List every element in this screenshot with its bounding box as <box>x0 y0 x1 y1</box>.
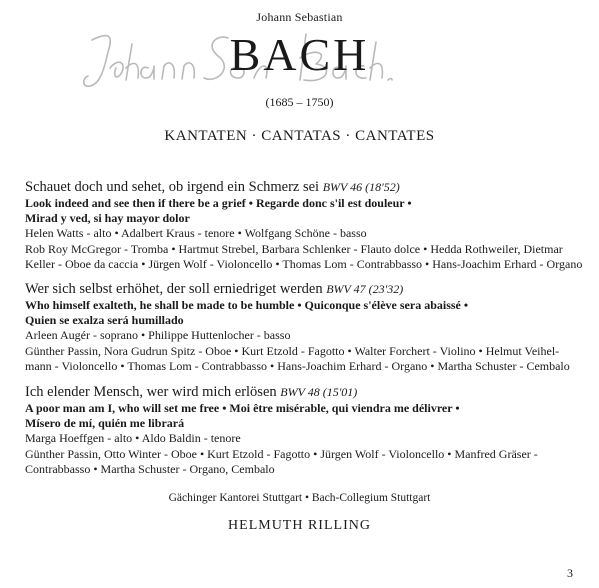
cantata-translation: Quien se exalza será humillado <box>25 313 184 327</box>
conductor-name: HELMUTH RILLING <box>228 518 371 533</box>
cantata-bwv: BWV 48 (15'01) <box>280 385 358 399</box>
cantata-title: Wer sich selbst erhöhet, der soll erniedriget werden <box>25 281 323 297</box>
cantata-performers: Arleen Augér - soprano • Philippe Huttenlocher - basso <box>25 328 291 342</box>
cantata-title-line <box>25 383 585 401</box>
cantata-title-line <box>25 178 585 196</box>
composer-surname: BACH <box>229 29 370 80</box>
cantata-performers: Keller - Oboe da caccia • Jürgen Wolf - Violoncello • Thomas Lom - Contrabbasso • Hans-Joachim Erhard - Organo <box>25 257 583 271</box>
cantata-title: Schauet doch und sehet, ob irgend ein Schmerz sei <box>25 179 320 195</box>
cantata-translation: Look indeed and see then if there be a grief • Regarde donc s'il est douleur • <box>25 196 412 210</box>
composer-first-names: Johann Sebastian <box>256 10 343 24</box>
composer-dates: (1685 – 1750) <box>265 95 334 109</box>
cantata-performers: Contrabbasso • Martha Schuster - Organo, Cembalo <box>25 462 275 476</box>
page-number: 3 <box>567 566 573 580</box>
cantata-translation: Who himself exalteth, he shall be made to be humble • Quiconque s'élève sera abaissé • <box>25 298 469 312</box>
ensemble-credits: Gächinger Kantorei Stuttgart • Bach-Collegium Stuttgart <box>168 492 431 504</box>
cantata-bwv: BWV 47 (23'32) <box>326 282 404 296</box>
cantata-performers: mann - Violoncello • Thomas Lom - Contrabbasso • Hans-Joachim Erhard - Organo • Martha Schuster - Cembalo <box>25 359 570 373</box>
cantata-performers: Günther Passin, Otto Winter - Oboe • Kurt Etzold - Fagotto • Jürgen Wolf - Violoncello • Manfred Gräser - <box>25 446 538 461</box>
cantata-bwv: BWV 46 (18'52) <box>322 180 400 194</box>
cantata-bwv47 <box>25 280 585 375</box>
cantata-bwv46 <box>25 178 585 273</box>
section-header: KANTATEN · CANTATAS · CANTATES <box>164 128 435 144</box>
cantata-title-line <box>25 280 585 298</box>
cantata-performers: Rob Roy McGregor - Tromba • Hartmut Strebel, Barbara Schlenker - Flauto dolce • Hedda Rothweiler, Dietmar <box>25 241 563 256</box>
cantata-performers: Marga Hoeffgen - alto • Aldo Baldin - tenore <box>25 431 241 445</box>
cantata-performers: Helen Watts - alto • Adalbert Kraus - tenore • Wolfgang Schöne - basso <box>25 226 367 240</box>
cantata-translation: A poor man am I, who will set me free • Moi être misérable, qui viendra me délivrer • <box>25 401 460 415</box>
cantata-performers: Günther Passin, Nora Gudrun Spitz - Oboe • Kurt Etzold - Fagotto • Walter Forchert - Violino • Helmut Veihel- <box>25 343 560 358</box>
cantata-translation: Mirad y ved, si hay mayor dolor <box>25 211 190 225</box>
cantata-translation: Mísero de mí, quién me librará <box>25 416 185 430</box>
cantata-title: Ich elender Mensch, wer wird mich erlösen <box>25 384 277 400</box>
cantata-bwv48 <box>25 383 585 478</box>
